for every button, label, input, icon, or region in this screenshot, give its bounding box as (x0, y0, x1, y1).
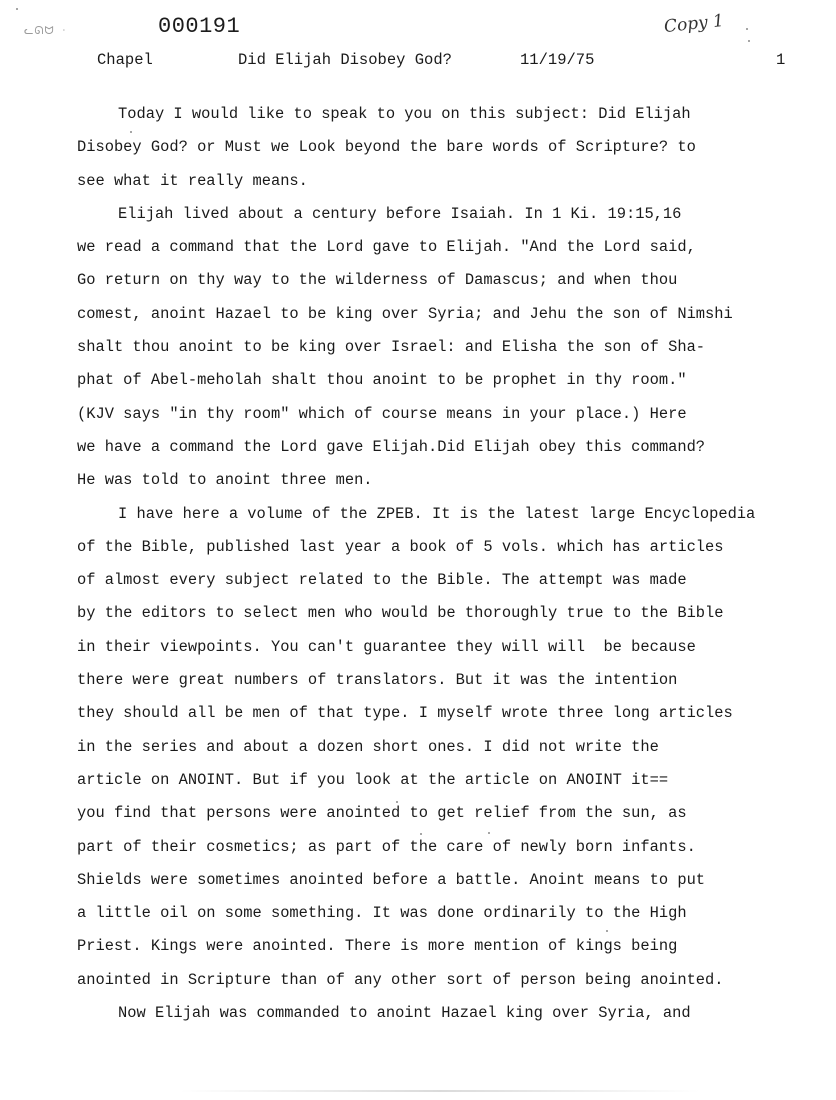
body-line: Now Elijah was commanded to anoint Hazael king over Syria, and (118, 1004, 691, 1023)
header-date: 11/19/75 (520, 51, 595, 69)
body-line: comest, anoint Hazael to be king over Syria; and Jehu the son of Nimshi (77, 304, 733, 323)
body-line: Priest. Kings were anointed. There is more mention of kings being (77, 937, 678, 956)
body-line: there were great numbers of translators. But it was the intention (77, 671, 678, 690)
body-line: Disobey God? or Must we Look beyond the bare words of Scripture? to (77, 138, 696, 157)
corner-scan-mark: ᓚᘏᗢ ᐧ (24, 26, 67, 38)
scan-speck (130, 131, 132, 133)
scan-speck (16, 8, 18, 10)
scan-speck (748, 40, 750, 42)
body-line: we have a command the Lord gave Elijah.Did Elijah obey this command? (77, 437, 706, 456)
body-line: He was told to anoint three men. (77, 471, 373, 490)
body-line: (KJV says "in thy room" which of course means in your place.) Here (77, 404, 687, 423)
body-text (77, 98, 822, 1030)
body-line: shalt thou anoint to be king over Israel: and Elisha the son of Sha- (77, 338, 706, 357)
body-line: a little oil on some something. It was done ordinarily to the High (77, 904, 687, 923)
header-page-number: 1 (776, 51, 786, 69)
header-venue: Chapel (97, 51, 153, 69)
header-title: Did Elijah Disobey God? (238, 51, 452, 69)
body-line: of almost every subject related to the Bible. The attempt was made (77, 571, 687, 590)
body-line: we read a command that the Lord gave to Elijah. "And the Lord said, (77, 238, 696, 257)
body-line: anointed in Scripture than of any other sort of person being anointed. (77, 970, 724, 989)
body-line: Go return on thy way to the wilderness of Damascus; and when thou (77, 271, 678, 290)
body-line: in the series and about a dozen short ones. I did not write the (77, 737, 659, 756)
scan-speck (488, 832, 490, 834)
body-line: article on ANOINT. But if you look at the article on ANOINT it== (77, 770, 669, 789)
handwritten-note: Copy 1 (663, 10, 725, 38)
body-line: of the Bible, published last year a book of 5 vols. which has articles (77, 537, 724, 556)
body-line: in their viewpoints. You can't guarantee they will will be because (77, 637, 696, 656)
body-line: phat of Abel-meholah shalt thou anoint to be prophet in thy room." (77, 371, 687, 390)
page-bottom-shadow (180, 1090, 700, 1092)
scan-speck (396, 801, 398, 803)
document-number: 000191 (158, 14, 241, 39)
body-line: see what it really means. (77, 171, 308, 190)
body-line: you find that persons were anointed to get relief from the sun, as (77, 804, 687, 823)
body-line: I have here a volume of the ZPEB. It is the latest large Encyclopedia (118, 504, 756, 523)
scan-speck (606, 930, 608, 932)
body-line: Shields were sometimes anointed before a battle. Anoint means to put (77, 870, 706, 889)
body-line: part of their cosmetics; as part of the care of newly born infants. (77, 837, 696, 856)
body-line: they should all be men of that type. I myself wrote three long articles (77, 704, 733, 723)
scan-speck (420, 833, 422, 835)
body-line: by the editors to select men who would be thoroughly true to the Bible (77, 604, 724, 623)
scan-speck (746, 28, 748, 30)
body-line: Elijah lived about a century before Isaiah. In 1 Ki. 19:15,16 (118, 204, 682, 223)
body-line: Today I would like to speak to you on this subject: Did Elijah (118, 105, 691, 123)
